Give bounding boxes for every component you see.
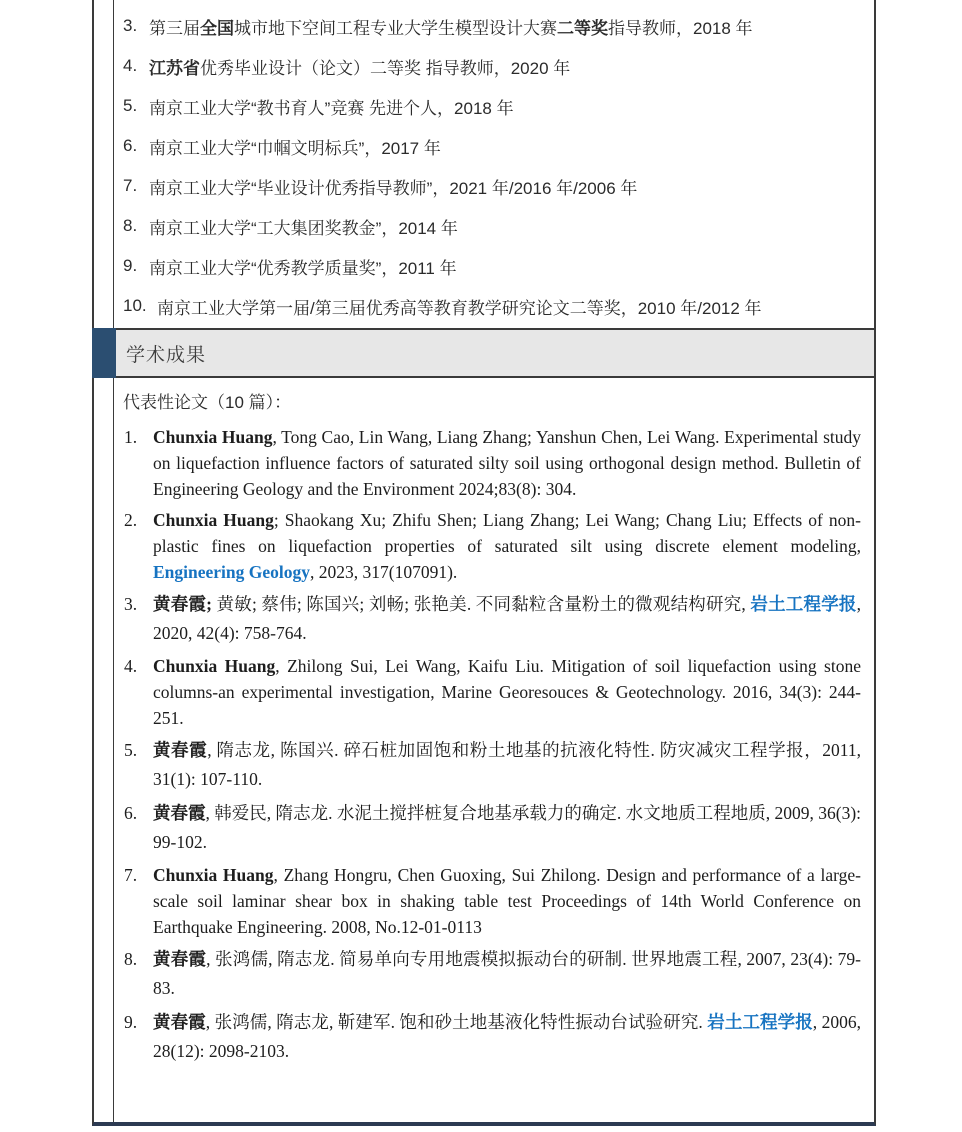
text-run: 南京工业大学“工大集团奖教金”，2014 年 — [149, 218, 458, 238]
award-text — [149, 94, 514, 119]
text-run: 黄春霞 — [153, 740, 208, 760]
award-number: 7. — [123, 176, 138, 195]
award-number: 9. — [123, 256, 138, 275]
publication-item — [123, 1008, 861, 1066]
text-run: Chunxia Huang — [153, 865, 274, 885]
text-run: 第三届 — [149, 18, 200, 38]
award-item — [123, 166, 862, 206]
journal-link[interactable]: 岩土工程学报 — [707, 1012, 813, 1032]
text-run: , 隋志龙, 陈国兴. 碎石桩加固饱和粉土地基的抗液化特性. 防灾减灾工程学报，2011, 31(1): 107-110. — [153, 740, 862, 789]
publication-number: 6. — [124, 803, 138, 823]
section-header-title: 学术成果 — [126, 344, 207, 366]
publications-left-gutter — [94, 378, 114, 1122]
section-header-cell — [116, 330, 874, 376]
text-run: 指导教师，2018 年 — [608, 18, 753, 38]
journal-link[interactable]: 岩土工程学报 — [750, 594, 857, 614]
text-run: 黄春霞 — [153, 1012, 206, 1032]
award-number: 6. — [123, 136, 138, 155]
publication-item — [123, 507, 861, 585]
text-run: , Tong Cao, Lin Wang, Liang Zhang; Yanshun Chen, Lei Wang. Experimental study on liquefaction influence factors of saturated silty soil using orthogonal design method. Bulletin of Engineering Geology and the Environment 2024;83(8): 304. — [153, 427, 861, 499]
awards-list — [114, 0, 874, 328]
text-run: 优秀毕业设计（论文）二等奖 指导教师，2020 年 — [200, 58, 571, 78]
text-run: 黄春霞 — [153, 803, 206, 823]
text-run: 黄敏; 蔡伟; 陈国兴; 刘畅; 张艳美. 不同黏粒含量粉土的微观结构研究, — [211, 594, 751, 614]
award-number: 3. — [123, 16, 138, 35]
publication-number: 2. — [124, 510, 138, 530]
award-number: 4. — [123, 56, 138, 75]
publication-number: 5. — [124, 740, 138, 760]
publication-number: 4. — [124, 656, 138, 676]
publication-number: 8. — [124, 949, 138, 969]
award-number: 10. — [123, 296, 147, 315]
section-header-row — [94, 328, 874, 378]
text-run: 全国 — [200, 18, 234, 38]
text-run: 南京工业大学“优秀教学质量奖”，2011 年 — [149, 258, 457, 278]
text-run: , Zhang Hongru, Chen Guoxing, Sui Zhilong. Design and performance of a large-scale soil laminar shear box in shaking table test Proceedings of 14th World Conference on Earthquake Engineering. 2008, No.12-01-0113 — [153, 865, 861, 937]
award-item — [123, 286, 862, 326]
text-run: Chunxia Huang — [153, 510, 274, 530]
text-run: , 2020, 42(4): 758-764. — [153, 594, 862, 643]
award-item — [123, 246, 862, 286]
text-run: 二等奖 — [557, 18, 608, 38]
publication-item — [123, 945, 861, 1003]
text-run: 南京工业大学“巾帼文明标兵”，2017 年 — [149, 138, 441, 158]
award-item — [123, 206, 862, 246]
text-run: Chunxia Huang — [153, 427, 273, 447]
text-run: , 韩爱民, 隋志龙. 水泥土搅拌桩复合地基承载力的确定. 水文地质工程地质, 2009, 36(3): 99-102. — [153, 803, 862, 852]
profile-table — [92, 0, 876, 1126]
journal-link[interactable]: Engineering Geology — [153, 562, 311, 582]
award-item — [123, 46, 862, 86]
text-run: , Zhilong Sui, Lei Wang, Kaifu Liu. Mitigation of soil liquefaction using stone columns-an experimental investigation, Marine Georesouces & Geotechnology. 2016, 34(3): 244-251. — [153, 656, 862, 728]
award-number: 5. — [123, 96, 138, 115]
text-run: 南京工业大学“毕业设计优秀指导教师”，2021 年/2016 年/2006 年 — [149, 178, 638, 198]
publications-section — [94, 378, 874, 1122]
text-run: 城市地下空间工程专业大学生模型设计大赛 — [234, 18, 557, 38]
award-text — [157, 294, 762, 319]
publication-item — [123, 424, 861, 502]
publication-number: 9. — [124, 1012, 138, 1032]
text-run: 南京工业大学第一届/第三届优秀高等教育教学研究论文二等奖，2010 年/2012 年 — [157, 298, 762, 318]
publication-item — [123, 590, 861, 648]
award-text — [149, 54, 570, 79]
publication-item — [123, 799, 861, 857]
award-item — [123, 6, 862, 46]
text-run: 南京工业大学“教书育人”竞赛 先进个人，2018 年 — [149, 98, 514, 118]
publications-cell — [114, 378, 874, 1122]
publications-list — [123, 424, 861, 1066]
text-run: 黄春霞 — [153, 949, 207, 969]
text-run: , 2023, 317(107091). — [310, 562, 458, 582]
award-text — [149, 14, 753, 39]
publications-intro: 代表性论文（10 篇）： — [123, 393, 292, 412]
text-run: ; Shaokang Xu; Zhifu Shen; Liang Zhang; Lei Wang; Chang Liu; Effects of non-plastic fines on liquefaction properties of saturated silt using discrete element modeling, — [153, 510, 861, 556]
award-text — [149, 214, 458, 239]
award-text — [149, 174, 637, 199]
publication-item — [123, 653, 861, 731]
publication-number: 3. — [124, 594, 138, 614]
award-text — [149, 254, 457, 279]
awards-section — [94, 0, 874, 328]
text-run: Chunxia Huang — [153, 656, 276, 676]
publication-number: 7. — [124, 865, 138, 885]
text-run: , 张鸿儒, 隋志龙, 靳建军. 饱和砂土地基液化特性振动台试验研究. — [205, 1012, 708, 1032]
text-run: , 张鸿儒, 隋志龙. 简易单向专用地震模拟振动台的研制. 世界地震工程, 2007, 23(4): 79-83. — [153, 949, 862, 998]
awards-left-gutter — [94, 0, 114, 328]
publication-number: 1. — [124, 427, 138, 447]
publication-item — [123, 862, 861, 940]
text-run: 黄春霞; — [153, 594, 212, 614]
award-item — [123, 86, 862, 126]
text-run: , 2006, 28(12): 2098-2103. — [153, 1012, 862, 1061]
section-header-accent-block — [92, 328, 116, 378]
award-item — [123, 126, 862, 166]
award-number: 8. — [123, 216, 138, 235]
publication-item — [123, 736, 861, 794]
text-run: 江苏省 — [149, 58, 200, 78]
award-text — [149, 134, 441, 159]
